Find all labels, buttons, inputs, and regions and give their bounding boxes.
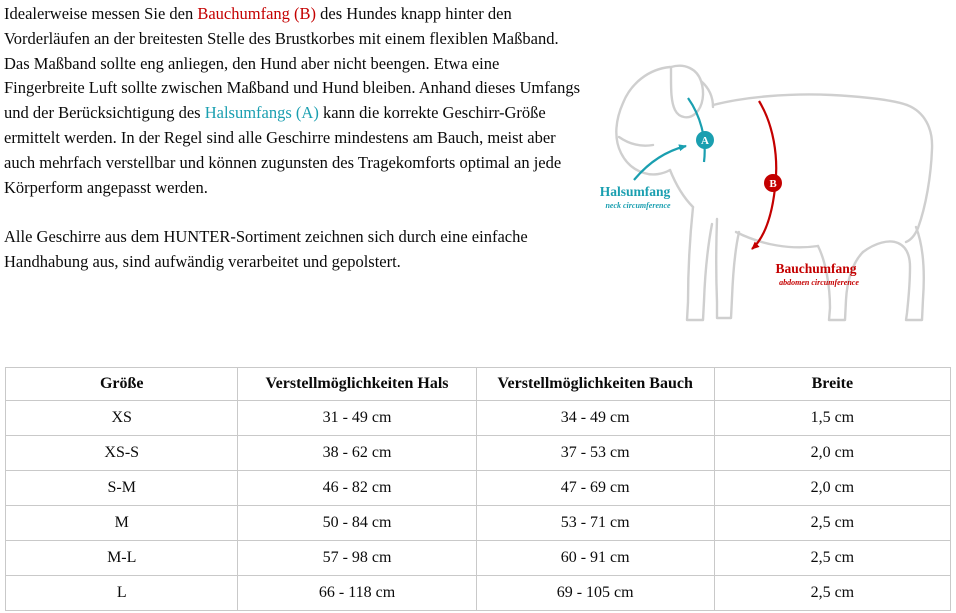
neck-range-cell: 50 - 84 cm xyxy=(238,506,476,541)
width-cell: 1,5 cm xyxy=(714,401,950,436)
size-cell: XS-S xyxy=(6,436,238,471)
belly-range-cell: 34 - 49 cm xyxy=(476,401,714,436)
description-text xyxy=(4,2,582,275)
neck-sublabel: neck circumference xyxy=(605,201,671,210)
belly-label: Bauchumfang xyxy=(775,261,857,276)
neck-range-cell: 46 - 82 cm xyxy=(238,471,476,506)
neck-label: Halsumfang xyxy=(599,184,671,199)
width-cell: 2,5 cm xyxy=(714,506,950,541)
table-row xyxy=(6,436,951,471)
width-cell: 2,0 cm xyxy=(714,436,950,471)
col-header-groesse: Größe xyxy=(6,368,238,401)
harness-range-paragraph: Alle Geschirre aus dem HUNTER-Sortiment zeichnen sich durch eine einfache Handhabung aus, sind aufwändig verarbeitet und gepolstert. xyxy=(4,227,528,271)
intro-text-3: kann die korrekte Geschirr-Größe ermittelt werden. In der Regel sind alle Geschirre mindestens am Bauch, meist aber auch mehrfach verstellbar und können zugunsten des Tragekomforts optimal an jede Körperform angepasst werden. xyxy=(4,103,562,197)
belly-range-cell: 69 - 105 cm xyxy=(476,576,714,611)
table-row xyxy=(6,471,951,506)
size-cell: M xyxy=(6,506,238,541)
size-cell: XS xyxy=(6,401,238,436)
col-header-breite: Breite xyxy=(714,368,950,401)
width-cell: 2,0 cm xyxy=(714,471,950,506)
table-header-row xyxy=(6,368,951,401)
intro-text-1: Idealerweise messen Sie den xyxy=(4,4,198,23)
belly-marker-letter: B xyxy=(769,178,777,190)
belly-range-cell: 53 - 71 cm xyxy=(476,506,714,541)
table-row xyxy=(6,401,951,436)
size-cell: M-L xyxy=(6,541,238,576)
belly-range-cell: 37 - 53 cm xyxy=(476,436,714,471)
belly-range-cell: 47 - 69 cm xyxy=(476,471,714,506)
belly-sublabel: abdomen circumference xyxy=(779,278,859,287)
belly-measurement xyxy=(752,101,859,287)
table-row xyxy=(6,541,951,576)
neck-range-cell: 57 - 98 cm xyxy=(238,541,476,576)
table-row xyxy=(6,506,951,541)
dog-diagram-svg xyxy=(576,0,956,348)
width-cell: 2,5 cm xyxy=(714,576,950,611)
col-header-bauch: Verstellmöglichkeiten Bauch xyxy=(476,368,714,401)
measuring-paragraph xyxy=(4,2,582,200)
size-cell: L xyxy=(6,576,238,611)
belly-circumference-term: Bauchumfang (B) xyxy=(197,4,317,23)
width-cell: 2,5 cm xyxy=(714,541,950,576)
neck-range-cell: 31 - 49 cm xyxy=(238,401,476,436)
neck-marker-letter: A xyxy=(701,135,709,147)
table-row xyxy=(6,576,951,611)
neck-circumference-term: Halsumfangs (A) xyxy=(204,103,319,123)
col-header-hals: Verstellmöglichkeiten Hals xyxy=(238,368,476,401)
dog-measurement-diagram xyxy=(576,0,956,348)
neck-measurement xyxy=(600,98,714,210)
intro-text-2: des Hundes knapp hinter den Vorderläufen an der breitesten Stelle des Brustkorbes mit einem flexiblen Maßband. Das Maßband sollte eng anliegen, den Hund aber nicht beengen. Etwa eine Fingerbreite Luft sollte zwischen Maßband und Hund bleiben. Anhand dieses Umfangs und der Berücksichtigung des xyxy=(4,4,581,123)
neck-range-cell: 66 - 118 cm xyxy=(238,576,476,611)
size-cell: S-M xyxy=(6,471,238,506)
neck-band-line xyxy=(688,98,705,162)
size-table xyxy=(5,367,951,611)
belly-range-cell: 60 - 91 cm xyxy=(476,541,714,576)
neck-range-cell: 38 - 62 cm xyxy=(238,436,476,471)
